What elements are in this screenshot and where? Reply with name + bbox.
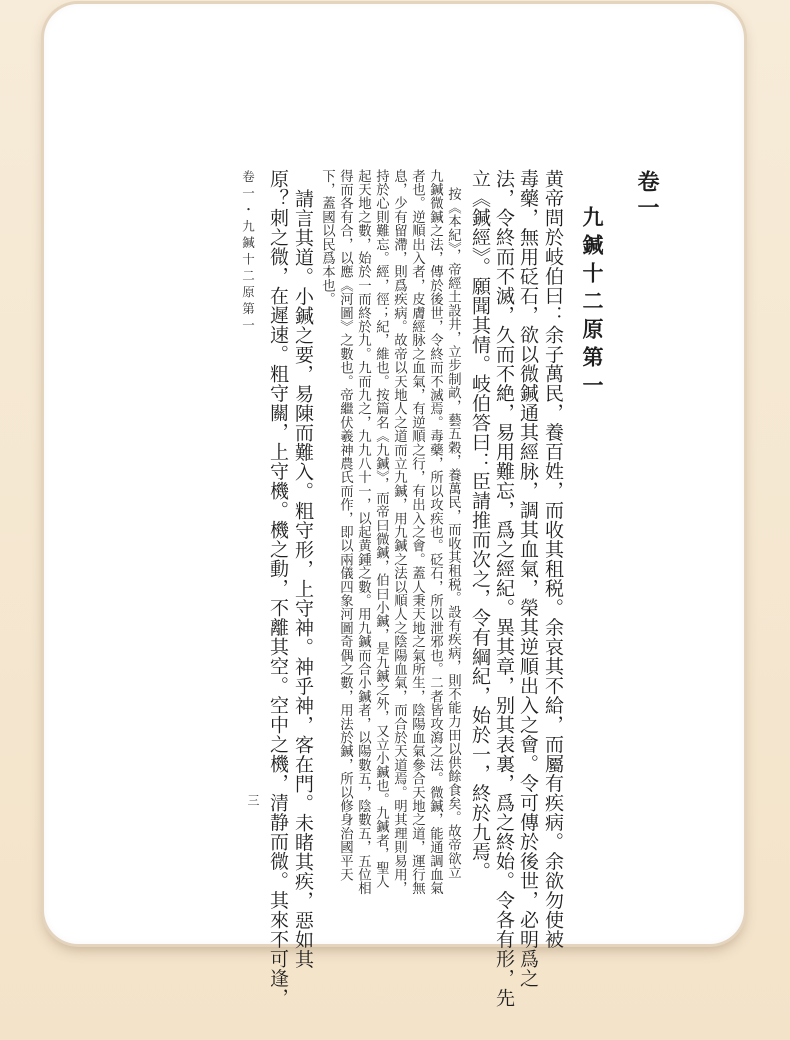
commentary-column: 下，蓋國以民爲本也。 (319, 169, 335, 306)
commentary-column: 者也。逆順出入者，皮膚經脉之血氣，有逆順之行，有出入之會。蓋人秉天地之氣所生，陰陽血氣參合天地之道，運行無 (409, 169, 425, 896)
main-text-column: 立《鍼經》。願聞其情。岐伯答曰：臣請推而次之，令有綱紀，始於一，終於九焉。 (469, 169, 491, 881)
page-number: 三 (246, 794, 260, 806)
commentary-column: 起天地之數，始於一而終於九。九而九之，九九八十一，以起黄鍾之數。用九鍼而合小鍼者，以陽數五，陰數五，五位相 (355, 169, 371, 896)
page-card (44, 4, 744, 1008)
main-text-column: 請言其道。小鍼之要，易陳而難入。粗守形，上守神。神乎神，客在門。未睹其疾，惡如其 (292, 189, 314, 969)
commentary-column: 息，少有留滯，則爲疾病。故帝以天地人之道而立九鍼，用九鍼之法以順人之陰陽血氣，而合於天道焉。明其理則易用， (391, 169, 407, 896)
main-text-column: 毒藥，無用砭石，欲以微鍼通其經脉，調其血氣，榮其逆順出入之會。令可傳於後世，必明爲之 (517, 169, 539, 988)
commentary-column: 按《本紀》，帝經土設井，立步制畝，藝五穀，養萬民，而收其租税。設有疾病，則不能力田以供餘食矣。故帝欲立 (445, 187, 461, 879)
commentary-column: 持於心則難忘。經，徑；紀，維也。按篇名《九鍼》，而帝曰微鍼，伯曰小鍼，是九鍼之外，又立小鍼也。九鍼者，聖人 (373, 169, 389, 889)
commentary-column: 得而各有合，以應《河圖》之數也。帝繼伏羲神農氏而作，即以兩儀四象河圖奇偶之數，用法於鍼，所以修身治國平天 (337, 169, 353, 882)
main-text-column: 法，令終而不滅，久而不絶，易用難忘，爲之經紀。異其章，别其表裏，爲之終始。令各有形，先 (493, 169, 515, 1008)
commentary-column: 九鍼微鍼之法，傳於後世，令終而不滅焉。毒藥，所以攻疾也。砭石，所以泄邪也。二者皆攻瀉之法。微鍼，能通調血氣 (427, 169, 443, 896)
main-text-column: 黄帝問於岐伯曰：余子萬民，養百姓，而收其租税。余哀其不給，而屬有疾病。余欲勿使被 (542, 169, 564, 949)
running-title: 卷一・九鍼十二原第一 (240, 170, 256, 335)
main-text-column: 原？刺之微，在遲速。粗守關，上守機。機之動，不離其空。空中之機，清静而微。其來不可逢， (267, 169, 289, 1008)
volume-heading: 卷一 (634, 170, 660, 222)
chapter-title: 九鍼十二原第一 (580, 206, 605, 402)
